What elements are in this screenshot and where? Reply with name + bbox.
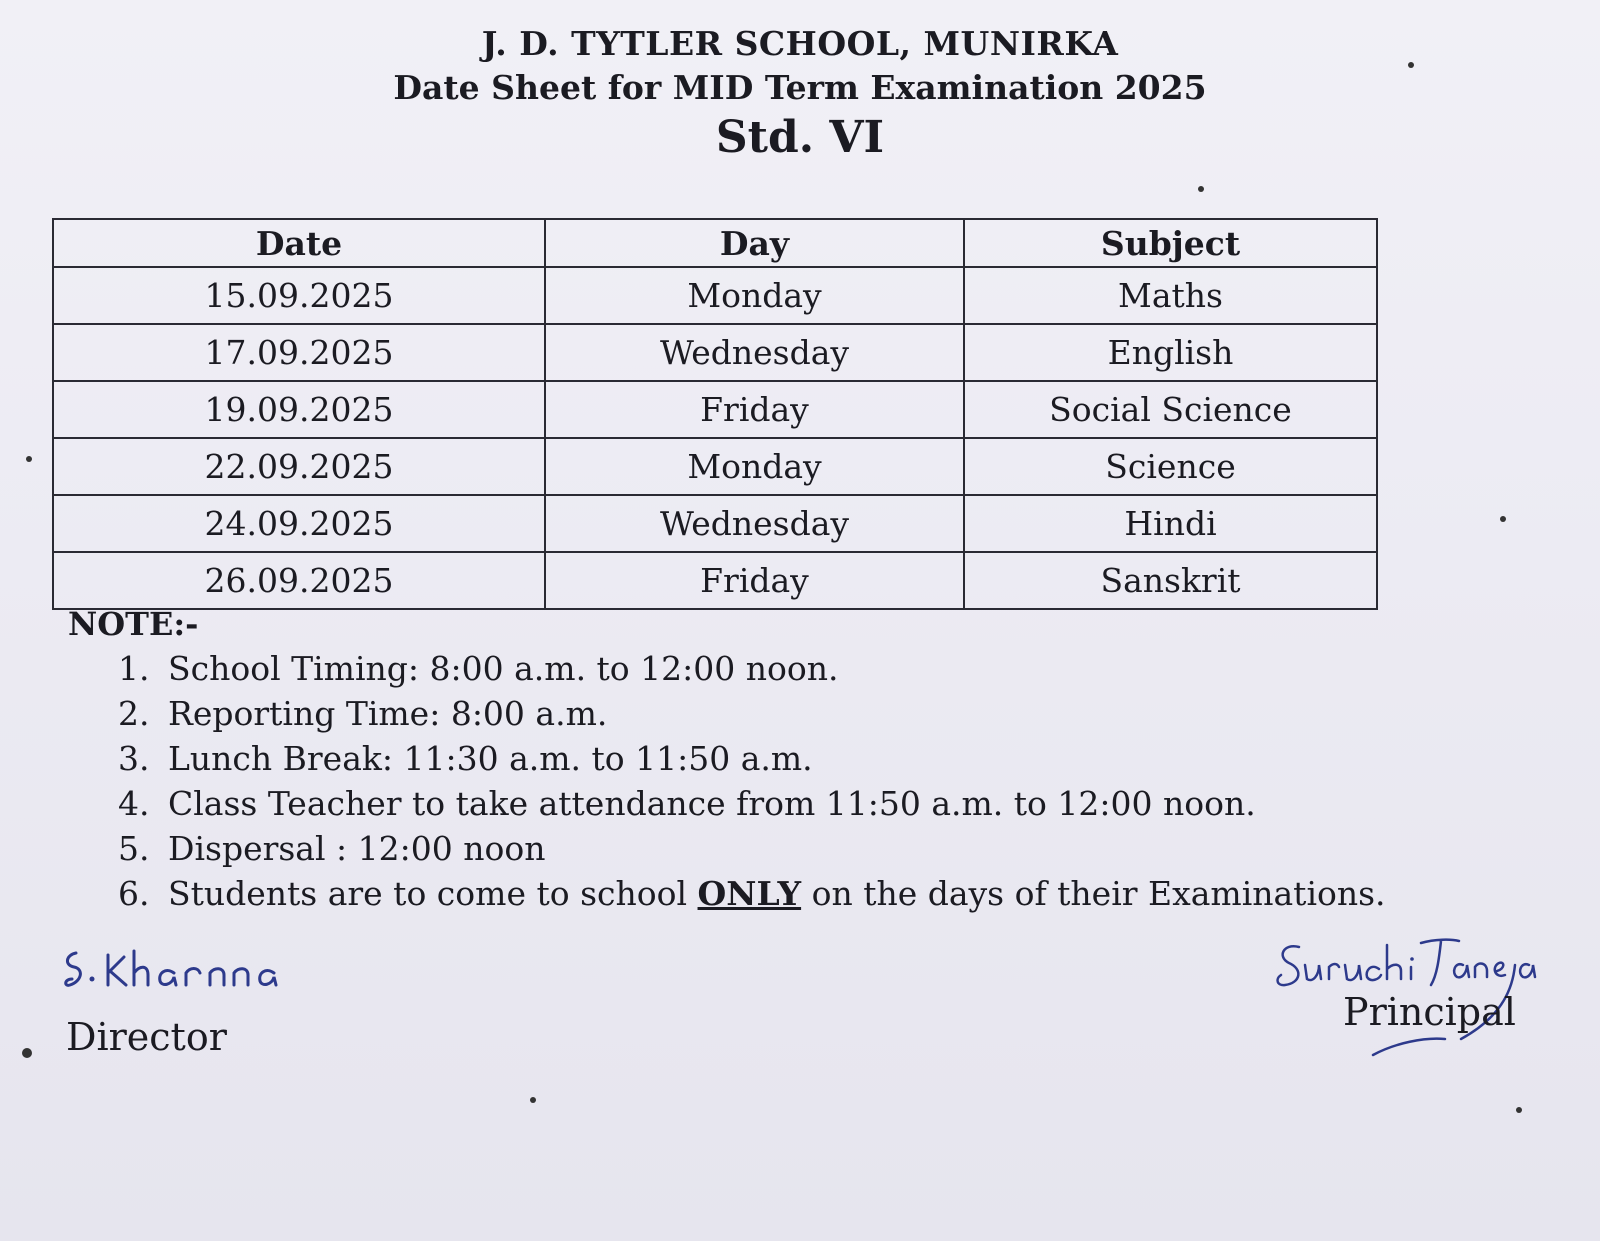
- note-text-pre: Students are to come to school: [168, 874, 698, 913]
- note-text: Dispersal : 12:00 noon: [168, 829, 546, 868]
- date-cell: 19.09.2025: [53, 381, 545, 438]
- date-cell: 24.09.2025: [53, 495, 545, 552]
- day-cell: Friday: [545, 381, 964, 438]
- ink-speck: [1516, 1107, 1522, 1113]
- school-name: J. D. TYTLER SCHOOL, MUNIRKA: [481, 24, 1119, 63]
- subject-cell: Science: [964, 438, 1377, 495]
- notes-list: [118, 646, 1386, 916]
- table-row: [53, 438, 1377, 495]
- note-item: [118, 871, 1386, 916]
- subject-cell: Social Science: [964, 381, 1377, 438]
- note-text: Class Teacher to take attendance from 11:50 a.m. to 12:00 noon.: [168, 784, 1256, 823]
- note-item: [118, 736, 1386, 781]
- table-header-row: [53, 219, 1377, 267]
- day-cell: Monday: [545, 267, 964, 324]
- day-cell: Wednesday: [545, 495, 964, 552]
- note-text: Lunch Break: 11:30 a.m. to 11:50 a.m.: [168, 739, 813, 778]
- note-number: 1.: [118, 649, 150, 688]
- ink-speck: [1198, 186, 1204, 192]
- note-number: 6.: [118, 874, 150, 913]
- note-number: 3.: [118, 739, 150, 778]
- note-item: [118, 826, 1386, 871]
- subject-cell: English: [964, 324, 1377, 381]
- note-item: [118, 646, 1386, 691]
- note-number: 2.: [118, 694, 150, 733]
- note-number: 5.: [118, 829, 150, 868]
- day-cell: Friday: [545, 552, 964, 609]
- table-row: [53, 267, 1377, 324]
- note-text-post: on the days of their Examinations.: [801, 874, 1386, 913]
- director-role: Director: [66, 1015, 227, 1059]
- principal-role: Principal: [1343, 990, 1516, 1034]
- date-cell: 22.09.2025: [53, 438, 545, 495]
- note-heading: NOTE:-: [68, 605, 199, 643]
- subject-cell: Maths: [964, 267, 1377, 324]
- date-sheet-title: Date Sheet for MID Term Examination 2025: [393, 68, 1207, 107]
- table-row: [53, 552, 1377, 609]
- note-number: 4.: [118, 784, 150, 823]
- standard-label: Std. VI: [715, 112, 885, 163]
- table-row: [53, 381, 1377, 438]
- ink-speck: [1500, 516, 1506, 522]
- note-text: School Timing: 8:00 a.m. to 12:00 noon.: [168, 649, 839, 688]
- ink-speck: [1408, 62, 1414, 68]
- ink-speck: [22, 1048, 32, 1058]
- note-text: Reporting Time: 8:00 a.m.: [168, 694, 608, 733]
- subject-cell: Sanskrit: [964, 552, 1377, 609]
- date-cell: 26.09.2025: [53, 552, 545, 609]
- day-cell: Wednesday: [545, 324, 964, 381]
- ink-speck: [26, 456, 32, 462]
- table-row: [53, 324, 1377, 381]
- day-cell: Monday: [545, 438, 964, 495]
- note-emphasis: ONLY: [697, 874, 802, 913]
- date-column-header: Date: [53, 219, 545, 267]
- date-cell: 17.09.2025: [53, 324, 545, 381]
- ink-speck: [530, 1097, 536, 1103]
- subject-cell: Hindi: [964, 495, 1377, 552]
- table-row: [53, 495, 1377, 552]
- note-item: [118, 691, 1386, 736]
- note-item: [118, 781, 1386, 826]
- subject-column-header: Subject: [964, 219, 1377, 267]
- date-cell: 15.09.2025: [53, 267, 545, 324]
- day-column-header: Day: [545, 219, 964, 267]
- director-signature-icon: [62, 945, 312, 995]
- exam-schedule-table: [52, 218, 1378, 610]
